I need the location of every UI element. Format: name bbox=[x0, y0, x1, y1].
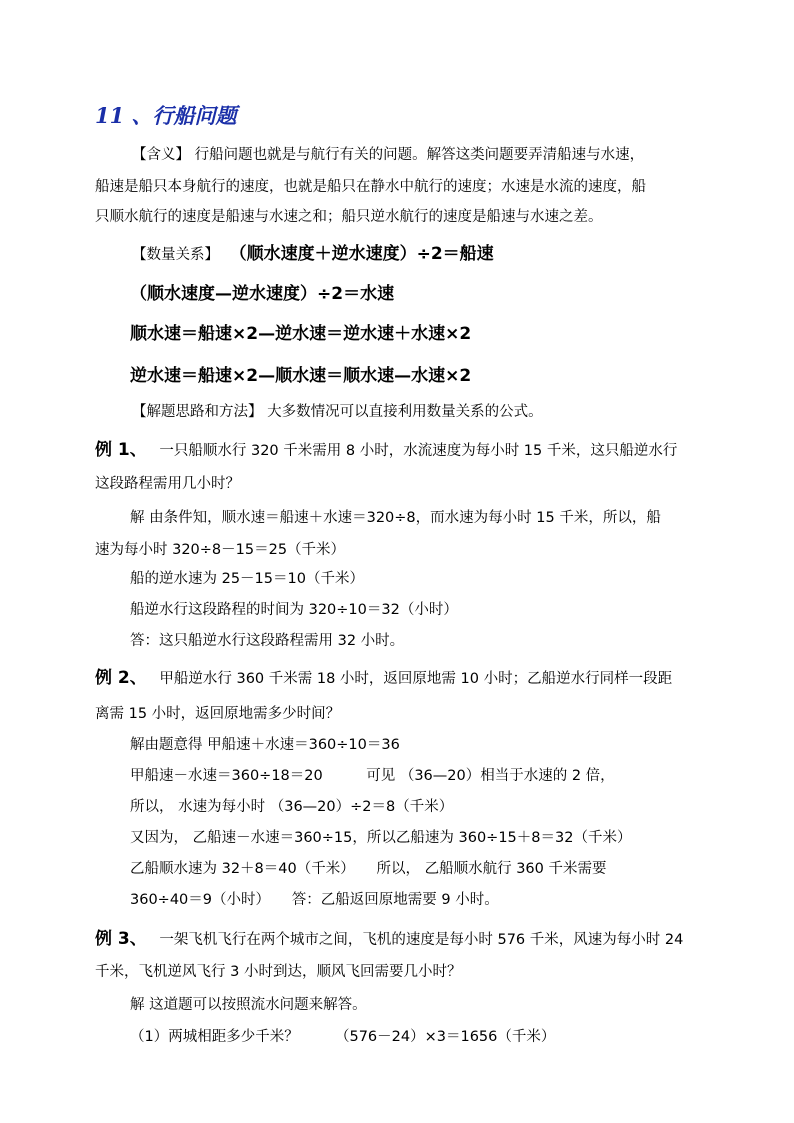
relations-row-1 bbox=[132, 242, 494, 266]
example-1-answer: 答：这只船逆水行这段路程需用 32 小时。 bbox=[130, 633, 405, 649]
example-1-solution-line-3: 船的逆水速为 25－15＝10（千米） bbox=[130, 571, 364, 587]
example-1-question-line-2: 这段路程需用几小时？ bbox=[95, 476, 240, 492]
example-2-solution-line-5: 乙船顺水速为 32＋8＝40（千米） 所以， 乙船顺水航行 360 千米需要 bbox=[130, 861, 607, 877]
example-2-label: 例 2、 bbox=[95, 668, 147, 688]
formula-1: （顺水速度＋逆水速度）÷2＝船速 bbox=[229, 244, 494, 264]
example-3-solution-line-1: 解 这道题可以按照流水问题来解答。 bbox=[130, 997, 367, 1013]
example-3-question-text: 一架飞机飞行在两个城市之间，飞机的速度是每小时 576 千米，风速为每小时 24 bbox=[159, 932, 684, 948]
example-2-solution-line-4: 又因为， 乙船速－水速＝360÷15，所以乙船速为 360÷15＋8＝32（千米） bbox=[130, 830, 632, 846]
example-1-solution-line-2: 速为每小时 320÷8－15＝25（千米） bbox=[95, 542, 346, 558]
example-3-question-line-2: 千米，飞机逆风飞行 3 小时到达，顺风飞回需要几小时？ bbox=[95, 964, 462, 980]
formula-3: 顺水速＝船速×2—逆水速＝逆水速＋水速×2 bbox=[130, 324, 472, 344]
definition-line-2: 船速是船只本身航行的速度，也就是船只在静水中航行的速度；水速是水流的速度，船 bbox=[95, 179, 646, 195]
example-3-solution-line-2: （1）两城相距多少千米？ （576－24）×3＝1656（千米） bbox=[130, 1029, 556, 1045]
formula-4: 逆水速＝船速×2—顺水速＝顺水速—水速×2 bbox=[130, 366, 472, 386]
definition-line-3: 只顺水航行的速度是船速与水速之和；船只逆水航行的速度是船速与水速之差。 bbox=[95, 209, 603, 225]
example-2-solution-line-1: 解由题意得 甲船速＋水速＝360÷10＝36 bbox=[130, 737, 400, 753]
section-title: 11 、行船问题 bbox=[95, 103, 237, 128]
definition-line-1: 【含义】 行船问题也就是与航行有关的问题。解答这类问题要弄清船速与水速， bbox=[132, 147, 645, 163]
example-1-question-line-1 bbox=[95, 440, 677, 461]
method-line: 【解题思路和方法】 大多数情况可以直接利用数量关系的公式。 bbox=[132, 404, 543, 420]
example-3-question-line-1 bbox=[95, 929, 683, 950]
example-1-solution-line-1: 解 由条件知，顺水速＝船速＋水速＝320÷8，而水速为每小时 15 千米，所以，船 bbox=[130, 510, 661, 526]
example-2-question-text: 甲船逆水行 360 千米需 18 小时，返回原地需 10 小时；乙船逆水行同样一段距 bbox=[159, 671, 673, 687]
example-1-label: 例 1、 bbox=[95, 440, 147, 460]
example-2-solution-line-2: 甲船速－水速＝360÷18＝20 可见 （36—20）相当于水速的 2 倍， bbox=[130, 768, 615, 784]
formula-2: （顺水速度—逆水速度）÷2＝水速 bbox=[130, 284, 395, 304]
example-3-label: 例 3、 bbox=[95, 929, 147, 949]
example-1-solution-line-4: 船逆水行这段路程的时间为 320÷10＝32（小时） bbox=[130, 602, 458, 618]
relations-label: 【数量关系】 bbox=[132, 247, 219, 263]
example-1-question-text: 一只船顺水行 320 千米需用 8 小时，水流速度为每小时 15 千米，这只船逆水行 bbox=[159, 443, 678, 459]
example-2-solution-line-3: 所以， 水速为每小时 （36—20）÷2＝8（千米） bbox=[130, 799, 454, 815]
example-2-question-line-1 bbox=[95, 668, 672, 689]
example-2-answer: 360÷40＝9（小时） 答：乙船返回原地需要 9 小时。 bbox=[130, 892, 499, 908]
example-2-question-line-2: 离需 15 小时，返回原地需多少时间？ bbox=[95, 706, 341, 722]
